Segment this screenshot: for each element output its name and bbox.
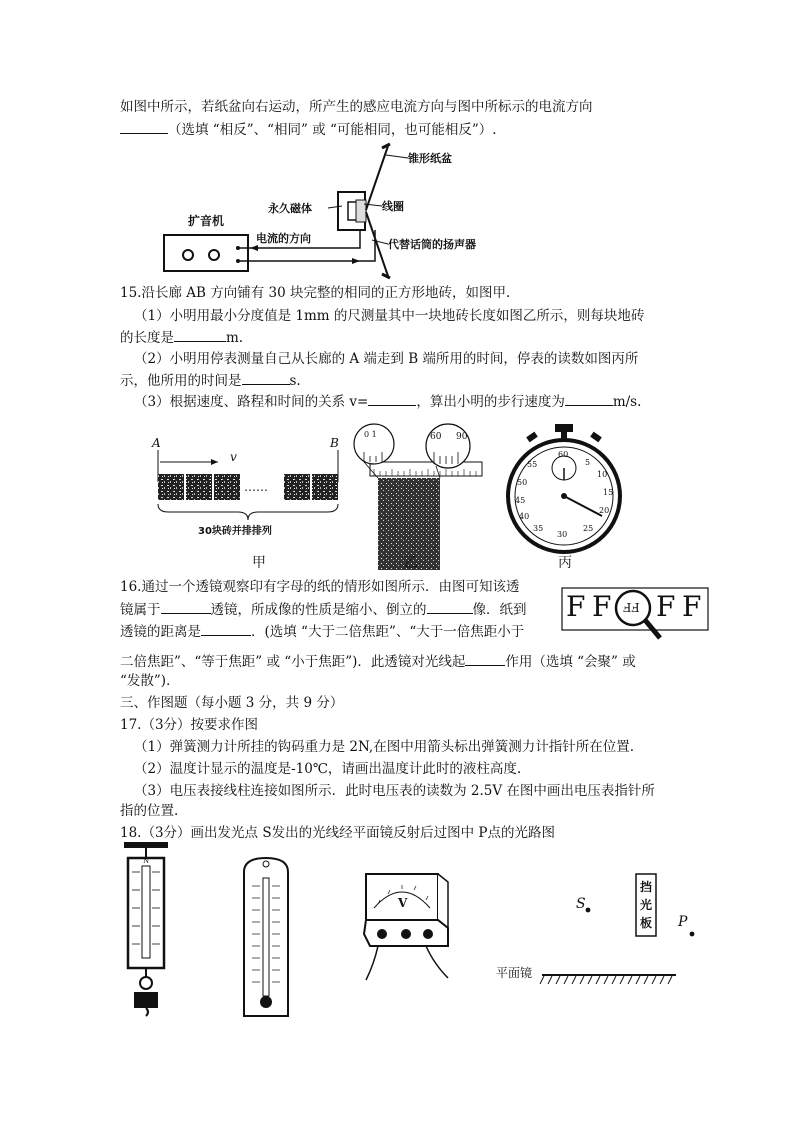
- q15-part3: （3）根据速度、路程和时间的关系 v= ，算出小明的步行速度为 m/s.: [134, 394, 642, 410]
- caption-yi: 乙: [404, 555, 418, 571]
- q17-part1: （1）弹簧测力计所挂的钩码重力是 2N,在图中用箭头标出弹簧测力计指针所在位置.: [134, 739, 634, 755]
- q14-options: （选填 “相反”、“相同” 或 “可能相同，也可能相反”）.: [168, 122, 497, 138]
- volt-v-label: V: [398, 896, 408, 910]
- ruler-figure: [350, 422, 485, 572]
- q16-line5: “发散”)．: [120, 673, 180, 689]
- point-b-label: B: [330, 436, 339, 450]
- magnet-label: 永久磁体: [268, 202, 312, 215]
- q14-line1: 如图中所示，若纸盆向右运动，所产生的感应电流方向与图中所标示的电流方向: [120, 99, 593, 115]
- q17-part3b: 指的位置.: [120, 803, 179, 819]
- cone-label: 锥形纸盆: [408, 152, 452, 165]
- caption-bing: 丙: [558, 555, 572, 571]
- q15-part2a: （2）小明用停表测量自己从长廊的 A 端走到 B 端所用的时间，停表的读数如图丙所: [134, 351, 639, 367]
- lens-figure: [560, 586, 710, 646]
- q18-title: 18.（3分）画出发光点 S发出的光线经平面镜反射后过图中 P点的光路图: [120, 825, 555, 841]
- time-blank[interactable]: [242, 371, 290, 385]
- lens-effect-blank[interactable]: [465, 652, 505, 666]
- point-a-label: A: [152, 436, 161, 450]
- coil-label: 线圈: [382, 200, 404, 213]
- letter-f-3: F: [656, 590, 676, 623]
- stopwatch-figure: [505, 424, 625, 554]
- ruler-zero-one: 0 1: [364, 430, 377, 439]
- stopwatch-30: 30: [557, 530, 568, 539]
- q15-part1b: 的长度是 m.: [120, 330, 244, 346]
- point-p-label: P: [678, 914, 688, 930]
- stopwatch-45: 45: [515, 496, 526, 505]
- q17-part3a: （3）电压表接线柱连接如图所示．此时电压表的读数为 2.5V 在图中画出电压表指针所: [134, 783, 655, 799]
- point-p: [690, 932, 695, 937]
- ruler-60: 60: [430, 432, 442, 442]
- board-char-2: 光: [640, 898, 653, 912]
- voltmeter-figure[interactable]: [360, 868, 480, 988]
- mirror-figure[interactable]: [496, 866, 706, 996]
- speed-blank[interactable]: [565, 392, 613, 406]
- q16-line3: 透镜的距离是 ．(选填 “大于二倍焦距”、“大于一倍焦距小于: [120, 624, 525, 640]
- stopwatch-35: 35: [533, 524, 544, 533]
- letter-f-4: F: [682, 590, 702, 623]
- velocity-label: v: [230, 450, 237, 464]
- caption-jia: 甲: [252, 555, 266, 571]
- stopwatch-25: 25: [583, 524, 594, 533]
- amplifier-label: 扩音机: [188, 214, 225, 228]
- ruler-90: 90: [456, 432, 468, 442]
- q16-line1: 16.通过一个透镜观察印有字母的纸的情形如图所示．由图可知该透: [120, 579, 520, 595]
- thermometer-figure[interactable]: [240, 852, 292, 1020]
- section-three-title: 三、作图题（每小题 3 分，共 9 分）: [120, 695, 344, 711]
- q17-title: 17.（3分）按要求作图: [120, 717, 259, 733]
- board-char-3: 板: [640, 916, 653, 930]
- answer-blank[interactable]: [120, 120, 168, 134]
- inverted-letters: FF: [623, 600, 640, 614]
- mirror-label: 平面镜: [496, 966, 533, 980]
- tiles-figure: [148, 436, 358, 536]
- spring-n-label: N: [143, 857, 150, 865]
- q16-line4: 二倍焦距”、“等于焦距” 或 “小于焦距”)．此透镜对光线起 作用（选填 “会聚” 或: [120, 654, 636, 670]
- spring-balance-figure[interactable]: [118, 840, 178, 1020]
- current-direction-label: 电流的方向: [256, 232, 311, 245]
- point-s: [586, 908, 591, 913]
- q15-part1a: （1）小明用最小分度值是 1mm 的尺测量其中一块地砖长度如图乙所示，则每块地砖: [134, 308, 645, 324]
- q15-stem: 15.沿长廊 AB 方向铺有 30 块完整的相同的正方形地砖，如图甲.: [120, 285, 511, 301]
- image-type-blank[interactable]: [427, 600, 473, 614]
- ellipsis: ……: [244, 480, 268, 494]
- stopwatch-10: 10: [597, 470, 608, 479]
- q15-part2b: 示，他所用的时间是 s.: [120, 373, 301, 389]
- letter-f-1: F: [566, 590, 586, 623]
- stopwatch-15: 15: [603, 488, 614, 497]
- stopwatch-40: 40: [519, 512, 530, 521]
- q16-line2: 镜属于 透镜，所成像的性质是缩小、倒立的 像．纸到: [120, 602, 527, 618]
- q14-line2: [120, 120, 497, 139]
- q17-part2: （2）温度计显示的温度是-10℃，请画出温度计此时的液柱高度.: [134, 761, 522, 777]
- brace-label: 30块砖并排排列: [198, 526, 272, 537]
- speaker-label: 代替话筒的扬声器: [388, 238, 476, 251]
- distance-blank[interactable]: [201, 622, 251, 636]
- stopwatch-5: 5: [585, 458, 591, 467]
- source-s-label: S: [576, 896, 586, 912]
- tile-length-blank[interactable]: [174, 328, 226, 342]
- speaker-figure: [160, 140, 530, 280]
- board-char-1: 挡: [640, 880, 653, 894]
- letter-f-2: F: [592, 590, 612, 623]
- lens-type-blank[interactable]: [161, 600, 211, 614]
- stopwatch-20: 20: [599, 506, 610, 515]
- stopwatch-50: 50: [517, 478, 528, 487]
- stopwatch-60: 60: [558, 450, 569, 459]
- stopwatch-55: 55: [527, 460, 538, 469]
- formula-blank[interactable]: [368, 392, 416, 406]
